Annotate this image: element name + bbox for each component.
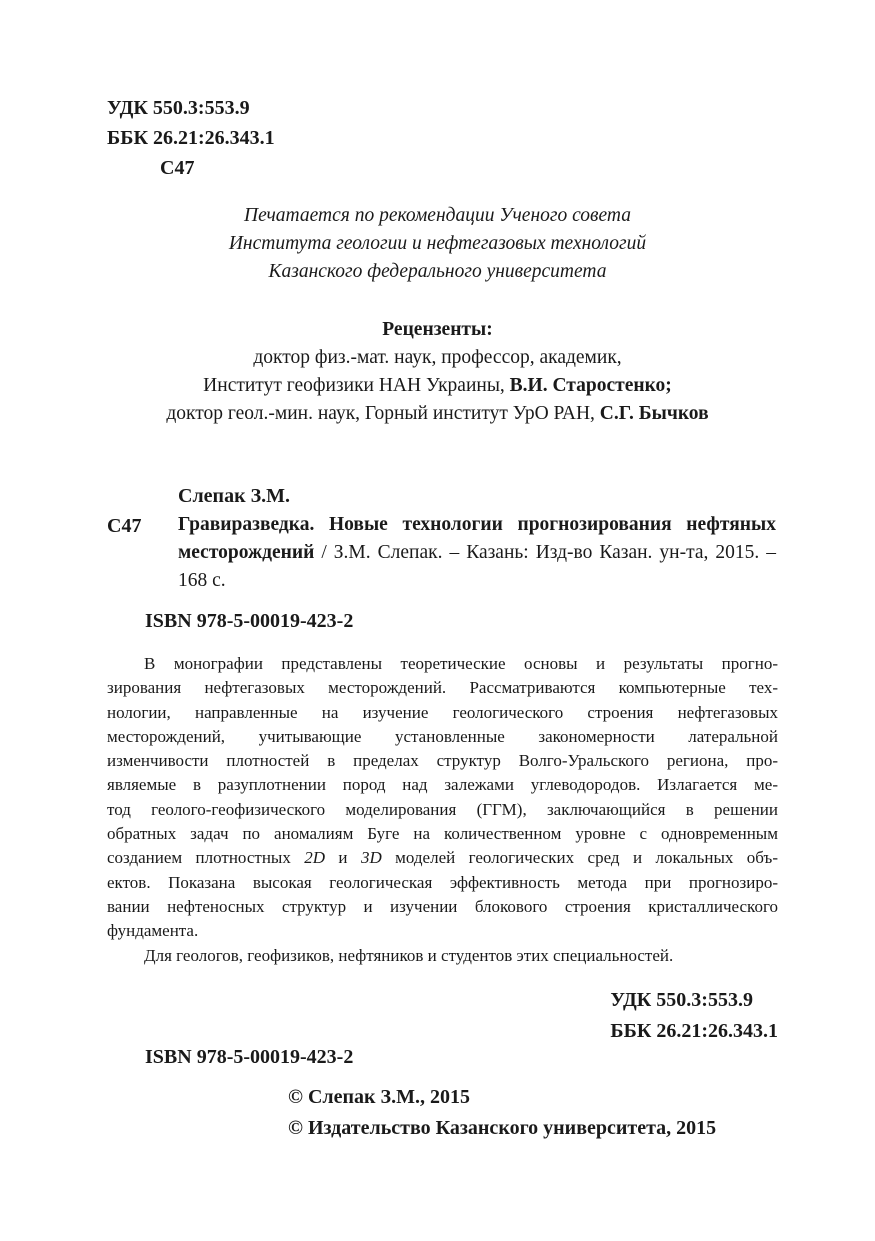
abstract-line xyxy=(107,846,778,870)
udk-code: УДК 550.3:553.9 xyxy=(107,97,250,119)
bbk-code: ББК 26.21:26.343.1 xyxy=(610,1020,778,1042)
reviewer-affiliation: доктор геол.-мин. наук, Горный институт УрО РАН, xyxy=(166,403,600,424)
abstract-segment: созданием плотностных xyxy=(107,848,305,868)
abstract-line: изменчивости плотностей в пределах структур Волго-Уральского региона, про- xyxy=(107,751,778,771)
isbn-top: ISBN 978-5-00019-423-2 xyxy=(145,610,354,632)
bbk-code: ББК 26.21:26.343.1 xyxy=(107,127,275,149)
reviewer-line xyxy=(0,400,875,428)
reviewer-line: доктор физ.-мат. наук, профессор, академик, xyxy=(253,347,622,368)
abstract-line: обратных задач по аномалиям Буге на количественном уровне с одновременным xyxy=(107,824,778,844)
bib-description xyxy=(178,511,776,595)
reviewers-block xyxy=(0,316,875,428)
recommendation-line: Института геологии и нефтегазовых технологий xyxy=(228,233,647,254)
abstract-line: являемые в разуплотнении пород над залежами углеводородов. Излагается ме- xyxy=(107,775,778,795)
udk-code: УДК 550.3:553.9 xyxy=(610,989,753,1011)
copyrights xyxy=(288,1082,716,1144)
abstract-line: месторождений, учитывающие установленные закономерности латеральной xyxy=(107,726,778,746)
abstract-segment: и xyxy=(325,848,361,868)
copyright-line: © Издательство Казанского университета, 2015 xyxy=(288,1117,717,1139)
reviewer-name: В.И. Старостенко; xyxy=(509,375,672,396)
reviewer-affiliation: Институт геофизики НАН Украины, xyxy=(203,375,510,396)
bib-details: / З.М. Слепак. – Казань: Изд-во Казан. ун-та, 2015. – 168 с. xyxy=(178,542,776,591)
recommendation-line: Казанского федерального университета xyxy=(268,261,607,282)
copyright-line: © Слепак З.М., 2015 xyxy=(288,1086,470,1108)
abstract-3d: 3D xyxy=(360,848,382,868)
abstract-line: ектов. Показана высокая геологическая эффективность метода при прогнозиро- xyxy=(107,872,778,892)
classification-codes-top xyxy=(107,93,275,183)
author-code: С47 xyxy=(160,157,195,179)
abstract-line: фундамента. xyxy=(107,921,199,941)
abstract-line: вании нефтеносных структур и изучении блокового строения кристаллического xyxy=(107,896,778,916)
abstract-line: тод геолого-геофизического моделирования (ГГМ), заключающийся в решении xyxy=(107,799,778,819)
bib-title: Гравиразведка. Новые технологии прогнозирования нефтяных месторождений xyxy=(178,514,776,563)
abstract-line: зирования нефтегазовых месторождений. Рассматриваются компьютерные тех- xyxy=(107,678,778,698)
abstract-audience: Для геологов, геофизиков, нефтяников и студентов этих специальностей. xyxy=(144,945,674,965)
isbn-bottom: ISBN 978-5-00019-423-2 xyxy=(145,1046,354,1068)
bib-code: С47 xyxy=(107,515,142,537)
recommendation-line: Печатается по рекомендации Ученого совета xyxy=(244,205,631,226)
abstract-line: нологии, направленные на изучение геологического строения нефтегазовых xyxy=(107,702,778,722)
reviewer-line xyxy=(0,372,875,400)
recommendation-note xyxy=(0,202,875,286)
abstract-2d: 2D xyxy=(304,848,326,868)
reviewer-name: С.Г. Бычков xyxy=(599,403,709,424)
abstract-segment: моделей геологических сред и локальных объ- xyxy=(381,848,778,868)
abstract xyxy=(107,652,778,968)
bib-author: Слепак З.М. xyxy=(178,485,291,507)
abstract-line: В монографии представлены теоретические основы и результаты прогно- xyxy=(144,654,778,673)
classification-codes-bottom xyxy=(610,985,778,1047)
reviewers-heading: Рецензенты: xyxy=(382,319,493,340)
